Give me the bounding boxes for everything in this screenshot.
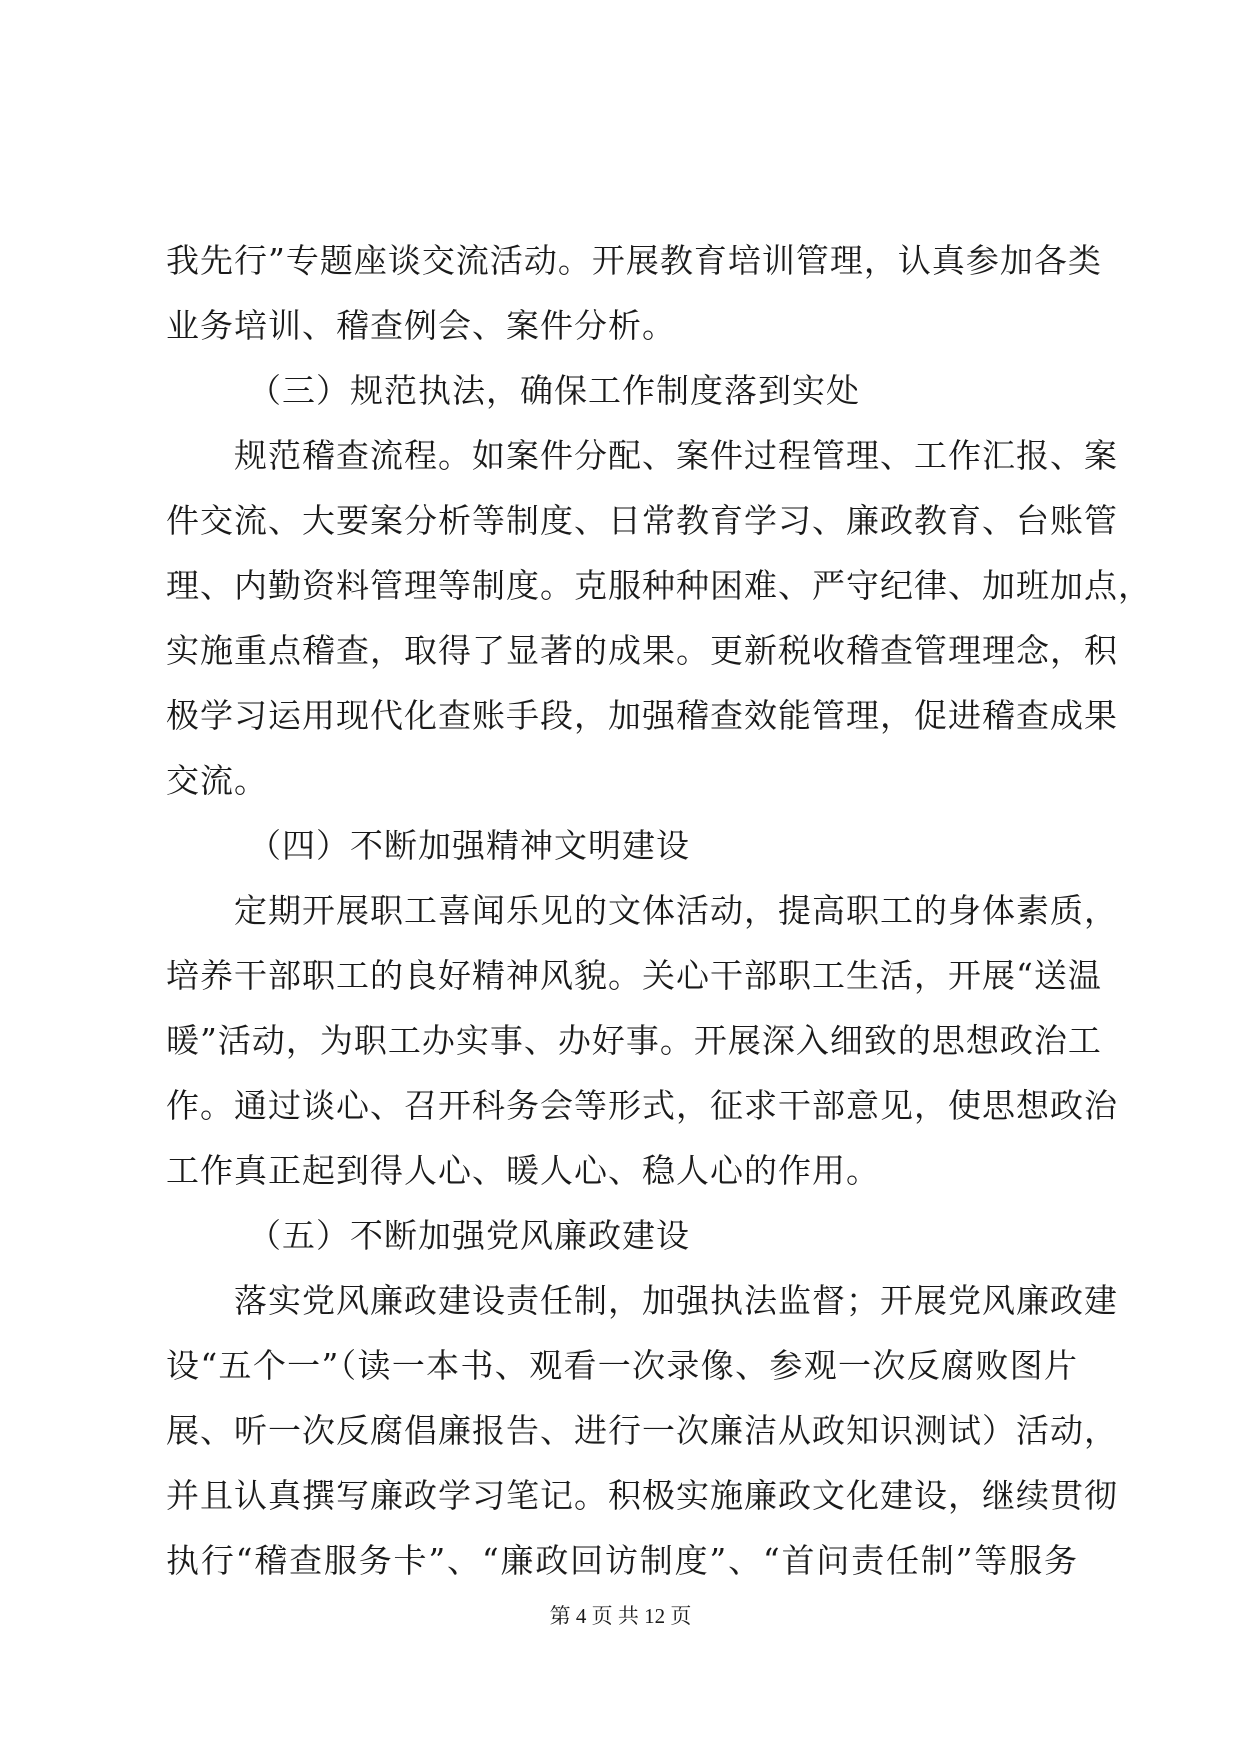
body-text-line: 件交流、大要案分析等制度、日常教育学习、廉政教育、台账管 bbox=[166, 501, 1118, 540]
section-heading: （四）不断加强精神文明建设 bbox=[248, 826, 690, 865]
page-number-footer: 第 4 页 共 12 页 bbox=[549, 1604, 692, 1628]
body-text-line: 执行“稽查服务卡”、“廉政回访制度”、“首问责任制”等服务 bbox=[166, 1541, 1078, 1580]
body-text-line: 工作真正起到得人心、暖人心、稳人心的作用。 bbox=[166, 1151, 880, 1190]
body-text-line: 设“五个一”（读一本书、观看一次录像、参观一次反腐败图片 bbox=[166, 1346, 1078, 1385]
section-heading: （三）规范执法，确保工作制度落到实处 bbox=[248, 371, 860, 410]
body-text-line: 并且认真撰写廉政学习笔记。积极实施廉政文化建设，继续贯彻 bbox=[166, 1476, 1118, 1515]
body-text-line: 培养干部职工的良好精神风貌。关心干部职工生活，开展“送温 bbox=[166, 956, 1102, 995]
body-text-line: 展、听一次反腐倡廉报告、进行一次廉洁从政知识测试）活动， bbox=[166, 1411, 1118, 1450]
body-text-line: 实施重点稽查，取得了显著的成果。更新税收稽查管理理念，积 bbox=[166, 631, 1118, 670]
paragraph-first-line: 落实党风廉政建设责任制，加强执法监督；开展党风廉政建 bbox=[234, 1281, 1118, 1320]
body-text-line: 我先行”专题座谈交流活动。开展教育培训管理，认真参加各类 bbox=[166, 241, 1102, 280]
body-text-line: 极学习运用现代化查账手段，加强稽查效能管理，促进稽查成果 bbox=[166, 696, 1118, 735]
document-body bbox=[166, 228, 1152, 1593]
body-text-line: 作。通过谈心、召开科务会等形式，征求干部意见，使思想政治 bbox=[166, 1086, 1118, 1125]
paragraph-first-line: 定期开展职工喜闻乐见的文体活动，提高职工的身体素质， bbox=[234, 891, 1118, 930]
body-text-line: 业务培训、稽查例会、案件分析。 bbox=[166, 306, 676, 345]
body-text-line: 暖”活动，为职工办实事、办好事。开展深入细致的思想政治工 bbox=[166, 1021, 1102, 1060]
body-text-line: 交流。 bbox=[166, 761, 268, 800]
section-heading: （五）不断加强党风廉政建设 bbox=[248, 1216, 690, 1255]
body-text-line: 理、内勤资料管理等制度。克服种种困难、严守纪律、加班加点， bbox=[166, 566, 1152, 605]
paragraph-first-line: 规范稽查流程。如案件分配、案件过程管理、工作汇报、案 bbox=[234, 436, 1118, 475]
